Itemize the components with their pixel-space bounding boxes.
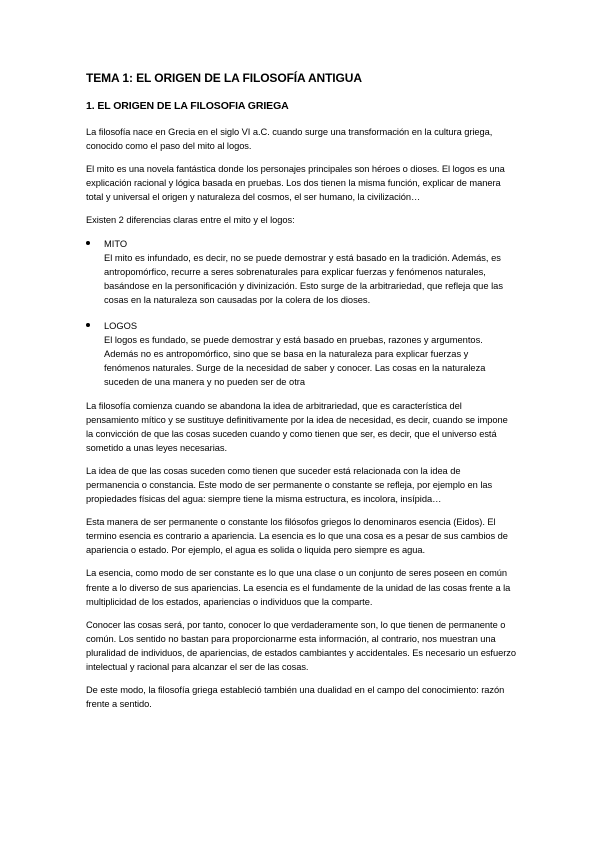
section-heading: 1. EL ORIGEN DE LA FILOSOFIA GRIEGA bbox=[86, 100, 289, 112]
paragraph-intro-2: El mito es una novela fantástica donde los personajes principales son héroes o dioses. El logos es una explicación racional y lógica basada en pruebas. Los dos tienen la misma función, explicar de manera total y universal el origen y naturaleza del cosmos, el ser humano, la civilización… bbox=[86, 164, 505, 203]
bullet-text-logos: El logos es fundado, se puede demostrar y está basado en pruebas, razones y argumentos. Además no es antropomórfico, sino que se basa en la naturaleza para explicar fuerzas y fenómenos naturales. Surge de la necesidad de saber y conocer. Las cosas en la naturaleza suceden de una manera y no pueden ser de otra bbox=[104, 335, 486, 388]
paragraph-body-6: De este modo, la filosofía griega estableció también una dualidad en el campo del conocimiento: razón frente a sentido. bbox=[86, 685, 505, 710]
document-title: TEMA 1: EL ORIGEN DE LA FILOSOFÍA ANTIGUA bbox=[86, 71, 362, 85]
paragraph-body-2: La idea de que las cosas suceden como tienen que suceder está relacionada con la idea de permanencia o constancia. Este modo de ser permanente o constante se refleja, por ejemplo en las propiedades físicas del agua: siempre tiene la misma estructura, es incolora, insípida… bbox=[86, 465, 493, 505]
paragraph-body-3: Esta manera de ser permanente o constante los filósofos griegos lo denominaros esencia (Eidos). El termino esencia es contrario a apariencia. La esencia es lo que una cosa es a pesar de sus cambios de apariencia o estado. Por ejemplo, el agua es solida o liquida pero siempre es agua. bbox=[86, 517, 508, 556]
document-content bbox=[86, 71, 516, 720]
bullet-title-mito: MITO bbox=[104, 238, 128, 249]
list-item-mito bbox=[86, 237, 516, 307]
paragraph-intro-3: Existen 2 diferencias claras entre el mito y el logos: bbox=[86, 215, 295, 226]
paragraph-body-4: La esencia, como modo de ser constante es lo que una clase o un conjunto de seres poseen en común frente a lo diverso de sus apariencias. La esencia es el fundamente de la unidad de las cosas frente a la multiplicidad de los estados, apariencias o individuos que la comparte. bbox=[86, 568, 511, 607]
bullet-icon bbox=[86, 241, 90, 245]
paragraph-body-1: La filosofía comienza cuando se abandona la idea de arbitrariedad, que es característica del pensamiento mítico y se sustituye definitivamente por la idea de necesidad, es decir, cuando se impone la convicción de que las cosas suceden cuando y como tienen que ser, es decir, que el universo está sometido a unas leyes necesarias. bbox=[86, 400, 508, 453]
paragraph-body-5: Conocer las cosas será, por tanto, conocer lo que verdaderamente son, lo que tienen de permanente o común. Los sentido no bastan para proporcionarme esta información, al contrario, nos muestran una pluralidad de individuos, de apariencias, de estados cambiantes y accidentales. Es necesario un esfuerzo intelectual y racional para alcanzar el ser de las cosas. bbox=[86, 619, 516, 672]
list-item-logos bbox=[86, 319, 516, 389]
bullet-text-mito: El mito es infundado, es decir, no se puede demostrar y está basado en la tradición. Además, es antropomórfico, recurre a seres sobrenaturales para explicar fuerzas y fenómenos naturales, basándose en la personificación y divinización. Esto surge de la arbitrariedad, que refleja que las cosas en la naturaleza son causadas por la colera de los dioses. bbox=[104, 252, 503, 305]
bullet-title-logos: LOGOS bbox=[104, 321, 138, 332]
bullet-icon bbox=[86, 323, 90, 327]
differences-list bbox=[86, 237, 516, 390]
paragraph-intro-1: La filosofía nace en Grecia en el siglo VI a.C. cuando surge una transformación en la cultura griega, conocido como el paso del mito al logos. bbox=[86, 127, 493, 152]
